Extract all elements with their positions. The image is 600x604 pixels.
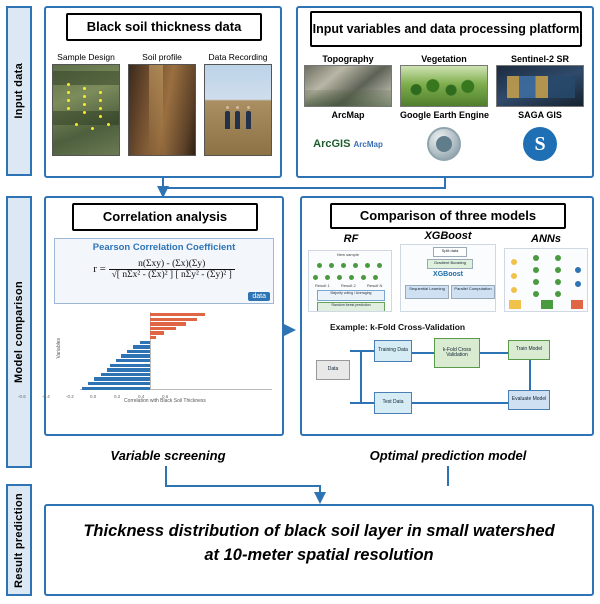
kfold-title: Example: k-Fold Cross-Validation — [330, 322, 466, 332]
stage-label-input-data — [6, 6, 32, 176]
diagram-anns — [504, 248, 588, 312]
kfold-box-evaluate-model: Evaluate Model — [508, 390, 550, 410]
photo-col-soil-profile — [128, 52, 196, 156]
chart-bar — [150, 318, 197, 321]
kfold-box-train-model: Train Model — [508, 340, 550, 360]
xgb-label-gradient-boosting: Gradient Boosting — [427, 259, 473, 269]
diagram-kfold-cross-validation — [312, 334, 582, 426]
xgb-wordmark: XGBoost — [433, 271, 463, 278]
chart-x-tick: -0.4 — [42, 394, 50, 399]
title-comparison-of-three-models: Comparison of three models — [330, 203, 566, 229]
rf-label-prediction: Random forest prediction — [317, 302, 385, 312]
chart-bar — [150, 313, 205, 316]
kfold-box-test-data: Test Data — [374, 392, 412, 414]
saga-icon — [496, 121, 584, 167]
kfold-box-cross-validation: k-Fold Cross Validation — [434, 338, 480, 368]
chart-bar — [133, 345, 150, 348]
label-variable-screening: Variable screening — [110, 448, 226, 463]
result-line-1: Thickness distribution of black soil layer in small watershed — [83, 522, 555, 540]
caption-arcmap: ArcMap — [331, 110, 365, 120]
kfold-box-data: Data — [316, 360, 350, 380]
var-cell-sentinel — [496, 54, 584, 107]
chart-bar — [116, 359, 150, 362]
stage-label-input-data-text: Input data — [13, 63, 25, 119]
rf-label-result-n: Result N — [367, 283, 383, 288]
caption-sample-design: Sample Design — [57, 52, 115, 62]
title-black-soil-thickness: Black soil thickness data — [66, 13, 262, 41]
caption-vegetation: Vegetation — [421, 54, 467, 64]
chart-bar — [94, 377, 150, 380]
photo-col-sample-design — [52, 52, 120, 156]
rf-label-new-sample: New sample — [337, 252, 360, 257]
model-name-rf: RF — [343, 233, 359, 245]
image-soil-profile — [128, 64, 196, 156]
chart-bar — [82, 387, 150, 390]
photo-col-data-recording — [204, 52, 272, 156]
chart-x-tick: -0.6 — [18, 394, 26, 399]
chart-bar — [140, 341, 150, 344]
caption-soil-profile: Soil profile — [142, 52, 182, 62]
xgb-label-parallel-computation: Parallel Computation — [451, 285, 495, 299]
var-cell-vegetation — [400, 54, 488, 107]
title-input-variables: Input variables and data processing platform — [310, 11, 582, 47]
pearson-formula-box — [54, 238, 274, 304]
gee-globe-icon — [400, 121, 488, 167]
chart-bar — [121, 354, 150, 357]
stage-label-model-comparison — [6, 196, 32, 468]
chart-bar — [101, 373, 150, 376]
rf-label-result-2: Result 2 — [341, 283, 356, 288]
chart-x-tick: 0.2 — [114, 394, 121, 399]
stage-label-result-prediction — [6, 484, 32, 596]
rf-label-voting: Majority voting / Averaging — [317, 290, 385, 301]
image-vegetation — [400, 65, 488, 107]
pearson-formula — [55, 259, 273, 280]
pearson-formula-title: Pearson Correlation Coefficient — [92, 242, 236, 253]
chart-bar — [88, 382, 150, 385]
chart-bar — [127, 350, 150, 353]
chart-bar — [107, 368, 150, 371]
caption-sentinel-2-sr: Sentinel-2 SR — [510, 54, 569, 64]
stage-label-model-comparison-text: Model comparison — [13, 281, 25, 383]
pearson-formula-denominator: √[ nΣx² - (Σx)² ] [ nΣy² - (Σy)² ] — [111, 270, 232, 280]
chart-bar — [150, 331, 164, 334]
chart-x-tick: -0.2 — [66, 394, 74, 399]
xgb-label-split-data: Split data — [433, 247, 467, 257]
chart-bar — [150, 327, 176, 330]
caption-saga-gis: SAGA GIS — [518, 110, 562, 120]
xgb-label-sequential-learning: Sequential Learning — [405, 285, 449, 299]
stage-label-result-prediction-text: Result prediction — [13, 492, 25, 588]
chart-x-tick: 0.4 — [138, 394, 145, 399]
diagram-xgboost — [400, 244, 496, 312]
kfold-box-training-data: Training Data — [374, 340, 412, 362]
image-data-recording — [204, 64, 272, 156]
caption-google-earth-engine: Google Earth Engine — [400, 110, 490, 120]
image-topography — [304, 65, 392, 107]
title-correlation-analysis: Correlation analysis — [72, 203, 258, 231]
diagram-random-forest — [308, 250, 392, 312]
data-badge: data — [248, 292, 270, 301]
model-name-anns: ANNs — [531, 233, 561, 245]
chart-x-tick: 0.0 — [90, 394, 97, 399]
chart-y-label: Variables — [56, 338, 62, 359]
caption-topography: Topography — [322, 54, 374, 64]
arcgis-logo-icon — [304, 121, 392, 167]
rf-label-result-1: Result 1 — [315, 283, 330, 288]
chart-x-tick: 0.6 — [162, 394, 169, 399]
saga-icon-glyph: S — [523, 127, 557, 161]
result-statement — [56, 520, 582, 568]
var-cell-saga-gis — [496, 110, 584, 167]
caption-data-recording: Data Recording — [208, 52, 268, 62]
var-cell-arcmap — [304, 110, 392, 167]
chart-bar — [150, 322, 186, 325]
var-cell-google-earth-engine — [400, 110, 488, 167]
arcgis-logo-sub: ArcMap — [353, 140, 383, 149]
correlation-bar-chart — [18, 310, 276, 404]
image-sample-design — [52, 64, 120, 156]
var-cell-topography — [304, 54, 392, 107]
label-optimal-prediction-model: Optimal prediction model — [369, 448, 527, 463]
chart-x-label: Correlation with Black Soil Thickness — [124, 398, 206, 404]
pearson-formula-lhs: r = — [93, 263, 106, 276]
pearson-formula-numerator: n(Σxy) - (Σx)(Σy) — [109, 259, 235, 270]
result-line-2: at 10-meter spatial resolution — [204, 545, 434, 564]
arcgis-logo-main: ArcGIS — [313, 138, 351, 150]
model-name-xgboost: XGBoost — [424, 230, 472, 242]
chart-bar — [150, 336, 156, 339]
image-sentinel-2-sr — [496, 65, 584, 107]
chart-bar — [110, 364, 150, 367]
